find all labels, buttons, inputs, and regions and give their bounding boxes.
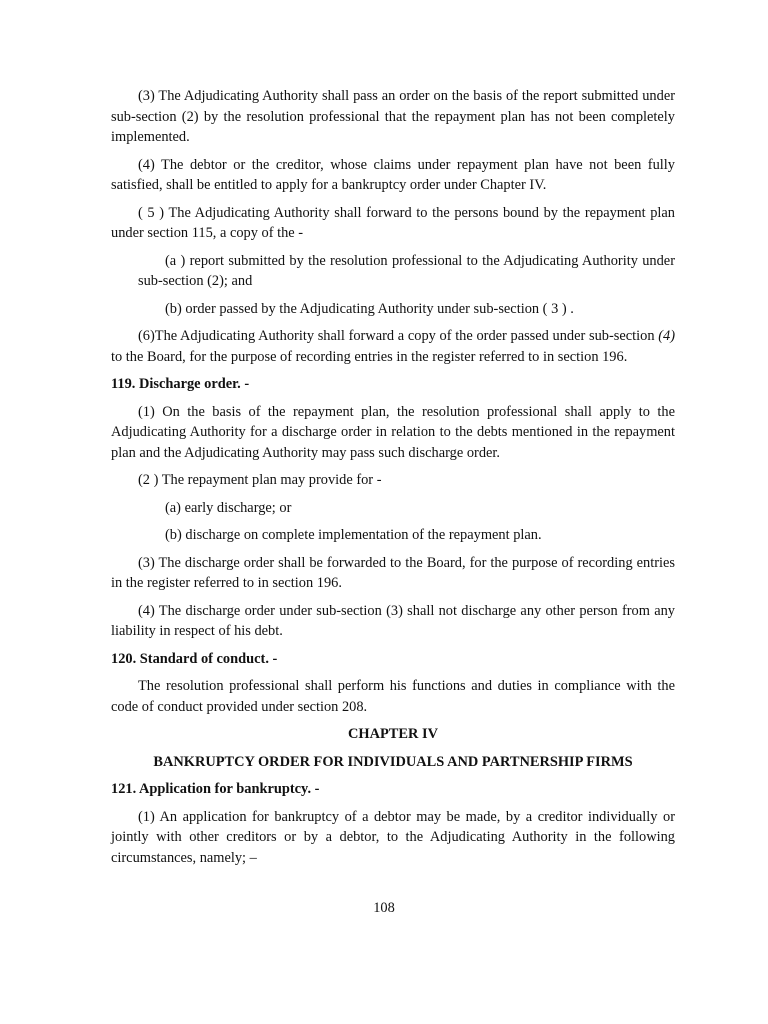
- section-120-text: The resolution professional shall perform his functions and duties in compliance with the code of conduct provided under section 208.: [111, 678, 675, 715]
- section-119-clause-a: (a) early discharge; or: [165, 499, 292, 516]
- paragraph-5-forward-copy: ( 5 ) The Adjudicating Authority shall forward to the persons bound by the repayment plan under section 115, a copy of the -: [111, 204, 675, 241]
- section-119-subsection-2: (2 ) The repayment plan may provide for -: [138, 472, 382, 488]
- section-119-subsection-3: (3) The discharge order shall be forwarded to the Board, for the purpose of recording entries in the register referred to in section 196.: [111, 554, 675, 591]
- paragraph-6-subsection-ref: (4): [658, 328, 675, 344]
- clause-a-report: (a ) report submitted by the resolution professional to the Adjudicating Authority under sub-section (2); and: [138, 252, 675, 289]
- section-119-heading: 119. Discharge order. -: [111, 376, 250, 392]
- paragraph-6-text-start: (6)The Adjudicating Authority shall forward a copy of the order passed under sub-section: [138, 328, 659, 344]
- paragraph-6-text-end: to the Board, for the purpose of recording entries in the register referred to in section 196.: [111, 348, 628, 365]
- chapter-heading: CHAPTER IV: [348, 726, 438, 742]
- paragraph-4-entitled-to-apply: (4) The debtor or the creditor, whose claims under repayment plan have not been fully satisfied, shall be entitled to apply for a bankruptcy order under Chapter IV.: [111, 156, 675, 193]
- section-120-heading: 120. Standard of conduct. -: [111, 650, 278, 667]
- chapter-title: BANKRUPTCY ORDER FOR INDIVIDUALS AND PARTNERSHIP FIRMS: [153, 753, 633, 770]
- section-121-subsection-1: (1) An application for bankruptcy of a debtor may be made, by a creditor individually or jointly with other creditors or by a debtor, to the Adjudicating Authority in the following circumstances, namely; –: [111, 808, 675, 866]
- section-119-subsection-1: (1) On the basis of the repayment plan, the resolution professional shall apply to the Adjudicating Authority for a discharge order in relation to the debts mentioned in the repayment plan and the Adjudicating Authority may pass such discharge order.: [111, 403, 675, 461]
- page-number: 108: [373, 900, 395, 916]
- paragraph-3-order-on-report: (3) The Adjudicating Authority shall pass an order on the basis of the report submitted under sub-section (2) by the resolution professional that the repayment plan has not been completely implemented.: [111, 88, 675, 145]
- page-body: [111, 86, 675, 875]
- section-119-clause-b: (b) discharge on complete implementation of the repayment plan.: [165, 527, 542, 543]
- clause-b-order: (b) order passed by the Adjudicating Authority under sub-section ( 3 ) .: [165, 300, 574, 317]
- section-119-subsection-4: (4) The discharge order under sub-section (3) shall not discharge any other person from any liability in respect of his debt.: [111, 602, 675, 639]
- paragraph-6-forward-to-board: [111, 326, 675, 367]
- section-121-heading: 121. Application for bankruptcy. -: [111, 781, 320, 797]
